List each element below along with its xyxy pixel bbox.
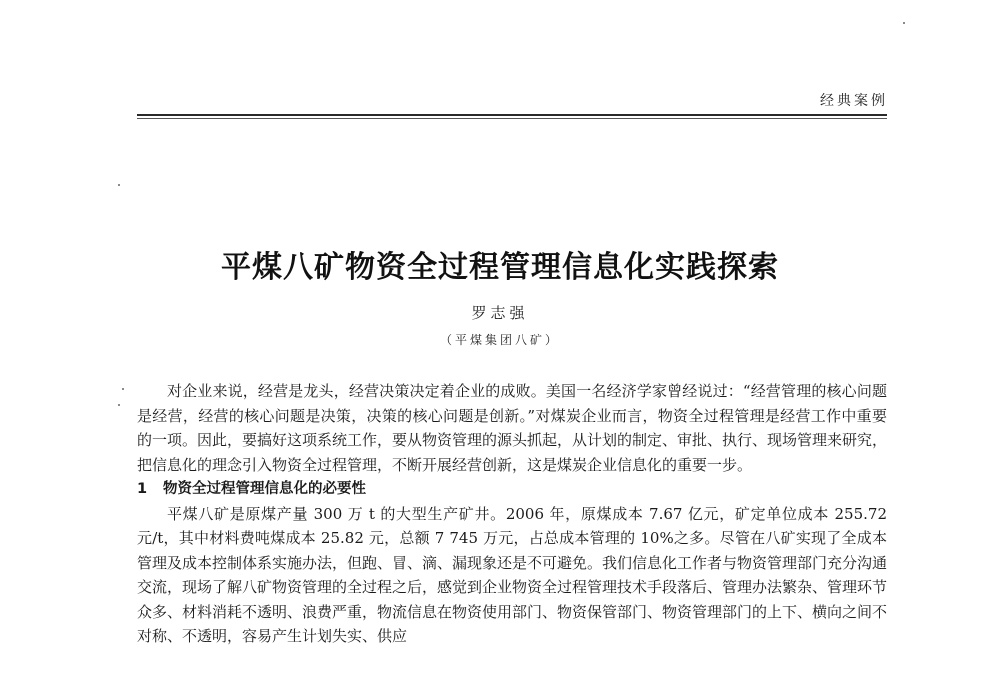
- scan-speck: [903, 22, 905, 24]
- section-number: 1: [137, 481, 148, 497]
- author-name: 罗志强: [471, 304, 529, 322]
- article-body: [137, 379, 887, 649]
- scan-speck: [118, 404, 120, 406]
- header-rule-thick: [137, 114, 887, 116]
- article-title: 平煤八矿物资全过程管理信息化实践探索: [221, 250, 779, 286]
- running-header: 经典案例: [820, 93, 888, 109]
- header-rule-thin: [137, 118, 887, 119]
- intro-paragraph: 对企业来说，经营是龙头，经营决策决定着企业的成败。美国一名经济学家曾经说过：“经营管理的核心问题是经营，经营的核心问题是决策，决策的核心问题是创新。”对煤炭企业而言，物资全过程管理是经营工作中重要的一项。因此，要搞好这项系统工作，要从物资管理的源头抓起，从计划的制定、审批、执行、现场管理来研究，把信息化的理念引入物资全过程管理，不断开展经营创新，这是煤炭企业信息化的重要一步。: [137, 382, 888, 474]
- section-heading-text: 物资全过程管理信息化的必要性: [163, 481, 366, 497]
- section-heading: [137, 477, 887, 502]
- section-paragraph: 平煤八矿是原煤产量 300 万 t 的大型生产矿井。2006 年，原煤成本 7.67 亿元，矿定单位成本 255.72 元/t，其中材料费吨煤成本 25.82 元，总额 7 745 万元，占总成本管理的 10%之多。尽管在八矿实现了全成本管理及成本控制体系实施办法，但跑、冒、滴、漏现象还是不可避免。我们信息化工作者与物资管理部门充分沟通交流，现场了解八矿物资管理的全过程之后，感觉到企业物资全过程管理技术手段落后、管理办法繁杂、管理环节众多、材料消耗不透明、浪费严重，物流信息在物资使用部门、物资保管部门、物资管理部门的上下、横向之间不对称、不透明，容易产生计划失实、供应: [137, 504, 888, 645]
- author-affiliation: （平煤集团八矿）: [439, 333, 560, 347]
- scan-speck: [122, 388, 124, 390]
- scan-speck: [118, 184, 120, 186]
